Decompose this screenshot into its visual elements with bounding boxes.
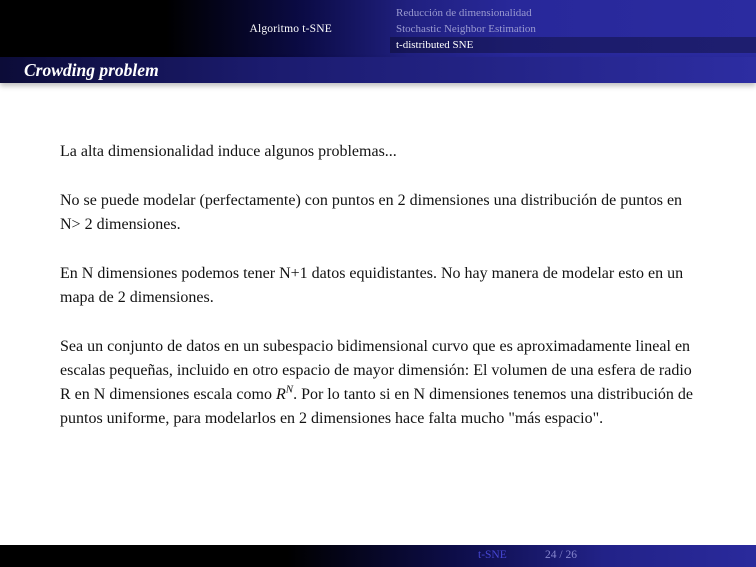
paragraph-equidistant-points: En N dimensiones podemos tener N+1 datos equidistantes. No hay manera de modelar esto en un mapa de 2 dimensiones. bbox=[60, 265, 684, 306]
slide-body bbox=[0, 83, 756, 431]
slide-title: Crowding problem bbox=[24, 59, 159, 80]
paragraph-modeling-limit: No se puede modelar (perfectamente) con puntos en 2 dimensiones una distribución de puntos en N> 2 dimensiones. bbox=[60, 192, 683, 233]
paragraph-crowding-explanation bbox=[60, 335, 700, 431]
paragraph-intro: La alta dimensionalidad induce algunos problemas... bbox=[60, 143, 397, 160]
math-exponent: N bbox=[285, 383, 294, 396]
section-title: Algoritmo t-SNE bbox=[249, 22, 332, 35]
slide-title-bar bbox=[0, 57, 756, 83]
footer-page-number: 24 / 26 bbox=[545, 549, 577, 561]
nav-item-dimensionality-reduction: Reducción de dimensionalidad bbox=[396, 6, 532, 19]
paragraph-text-post: . Por lo tanto si en N dimensiones tenemos una distribución de puntos uniforme, para modelarlos en 2 dimensiones hace falta mucho "más espacio". bbox=[60, 386, 694, 427]
subsection-nav bbox=[390, 0, 756, 57]
nav-item-tdistributed-sne-active: t-distributed SNE bbox=[390, 37, 756, 53]
footer-short-title: t-SNE bbox=[478, 549, 507, 561]
math-radius-symbol: R bbox=[275, 386, 286, 403]
footer-bar bbox=[0, 545, 756, 567]
paragraph-text-pre: Sea un conjunto de datos en un subespacio bidimensional curvo que es aproximadamente lineal en escalas pequeñas, incluido en otro espacio de mayor dimensión: El volumen de una esfera de radio R en N dimensiones escala como bbox=[60, 338, 692, 403]
section-title-area bbox=[0, 0, 390, 57]
header-bar bbox=[0, 0, 756, 57]
nav-item-stochastic-neighbor: Stochastic Neighbor Estimation bbox=[396, 22, 536, 35]
